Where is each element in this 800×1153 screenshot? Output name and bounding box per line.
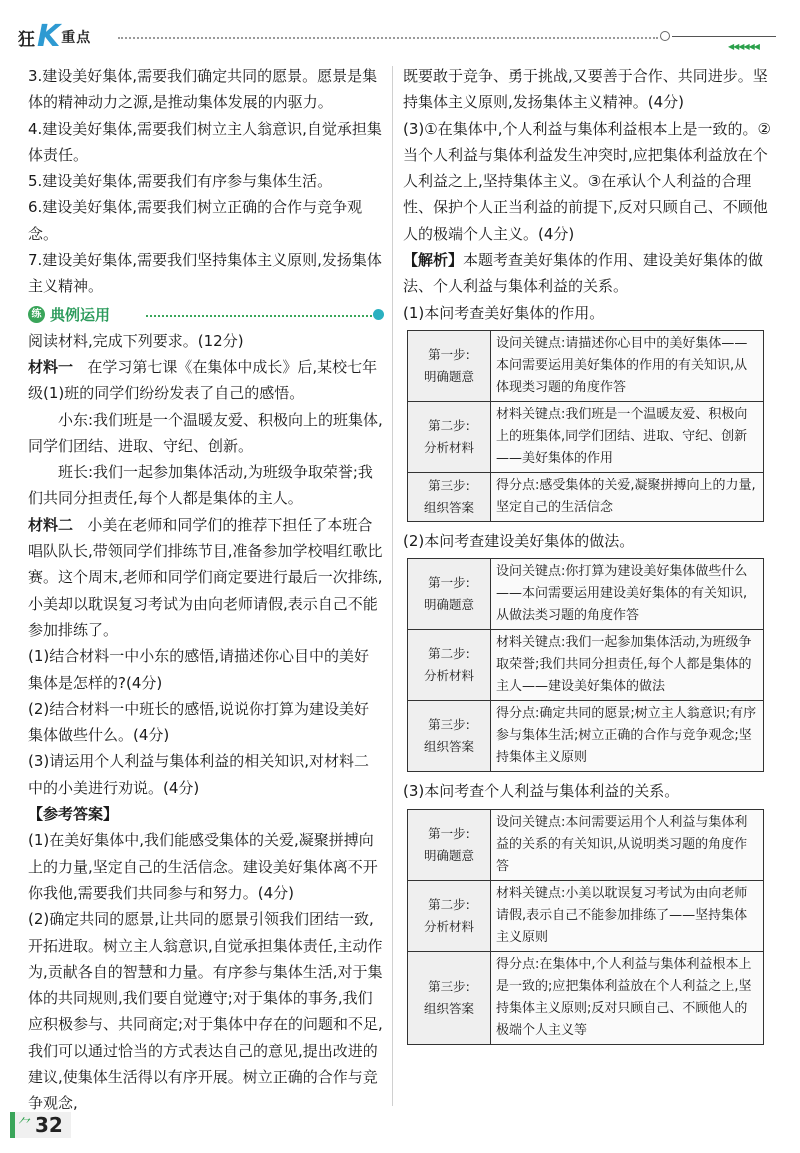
step-sub: 明确题意 [423, 847, 474, 863]
step-name: 第二步: [428, 646, 470, 662]
answer-label: 【参考答案】 [28, 805, 119, 824]
step-content: 材料关键点:我们班是一个温暖友爱、积极向上的班集体,同学们团结、进取、守纪、创新——美好集体的作用 [491, 401, 764, 472]
section-2-title: (2)本问考查建设美好集体的做法。 [403, 531, 635, 550]
section-end-dot-icon [373, 309, 384, 320]
analysis-text: 本题考查美好集体的作用、建设美好集体的做法、个人利益与集体利益的关系。 [403, 251, 764, 296]
step-sub: 组织答案 [423, 499, 474, 515]
point-3: 3.建设美好集体,需要我们确定共同的愿景。愿景是集体的精神动力之源,是推动集体发展的内驱力。 [28, 67, 378, 112]
steps-table-2 [407, 558, 764, 772]
right-column [403, 63, 775, 1051]
section-3-title: (3)本问考查个人利益与集体利益的关系。 [403, 782, 680, 801]
table-row [408, 401, 764, 472]
header-dotted-rule [118, 37, 658, 39]
step-content: 设问关键点:本问需要运用个人利益与集体利益的关系的有关知识,从说明类习题的角度作答 [491, 809, 764, 880]
step-sub: 分析材料 [423, 668, 474, 684]
table-row [408, 630, 764, 701]
table-row [408, 951, 764, 1044]
answer-1: (1)在美好集体中,我们能感受集体的关爱,凝聚拼搏向上的力量,坚定自己的生活信念。建设美好集体离不开你我他,需要我们共同参与和努力。(4分) [28, 831, 378, 902]
page-number: 32 [35, 1113, 63, 1137]
step-sub: 组织答案 [423, 739, 474, 755]
step-label [408, 330, 491, 401]
step-sub: 明确题意 [423, 597, 474, 613]
step-label [408, 559, 491, 630]
header-rule [672, 36, 776, 37]
answer-3: (3)①在集体中,个人利益与集体利益根本上是一致的。②当个人利益与集体利益发生冲突时,应把集体利益放在个人利益之上,坚持集体主义。③在承认个人利益的合理性、保护个人正当利益的前提下,反对只顾自己、不顾他人的极端个人主义。(4分) [403, 119, 771, 243]
material-1-text: 在学习第七课《在集体中成长》后,某校七年级(1)班的同学们纷纷发表了自己的感悟。 [28, 357, 378, 403]
header-ring-icon [660, 31, 670, 41]
step-sub: 明确题意 [423, 368, 474, 384]
question-2: (2)结合材料一中班长的感悟,说说你打算为建设美好集体做些什么。(4分) [28, 699, 370, 745]
section-dotted-line [146, 315, 372, 317]
analysis [403, 247, 775, 300]
step-label [408, 809, 491, 880]
material-2 [28, 512, 384, 643]
logo-text-2: 重点 [61, 30, 92, 46]
step-name: 第二步: [428, 417, 470, 433]
point-5: 5.建设美好集体,需要我们有序参与集体生活。 [28, 172, 333, 191]
column-divider [392, 66, 393, 1106]
step-content: 设问关键点:请描述你心目中的美好集体——本问需要运用美好集体的作用的有关知识,从体现类习题的角度作答 [491, 330, 764, 401]
answer-2-continued: 既要敢于竞争、勇于挑战,又要善于合作、共同进步。坚持集体主义原则,发扬集体主义精神。(4分) [403, 67, 768, 112]
brand-logo [18, 19, 92, 54]
step-label [408, 401, 491, 472]
step-name: 第三步: [428, 477, 470, 493]
answer-2: (2)确定共同的愿景,让共同的愿景引领我们团结一致,开拓进取。树立主人翁意识,自觉承担集体责任,主动作为,贡献各自的智慧和力量。有序参与集体生活,对于集体的共同规则,我们要自觉遵守;对于集体的事务,我们应积极参与、共同商定;对于集体中存在的问题和不足,我们可以通过恰当的方式表达自己的意见,提出改进的建议,使集体生活得以有序开展。树立正确的合作与竞争观念, [28, 910, 383, 1113]
point-6: 6.建设美好集体,需要我们树立正确的合作与竞争观念。 [28, 198, 363, 243]
page-header [0, 0, 800, 58]
question-1: (1)结合材料一中小东的感悟,请描述你心目中的美好集体是怎样的?(4分) [28, 647, 370, 692]
step-content: 材料关键点:小美以耽误复习考试为由向老师请假,表示自己不能参加排练了——坚持集体主义原则 [491, 880, 764, 951]
step-label [408, 880, 491, 951]
step-sub: 分析材料 [423, 439, 474, 455]
leaf-icon: ⺈ [18, 1117, 32, 1133]
material-1 [28, 354, 384, 407]
step-name: 第三步: [428, 717, 470, 733]
material-2-label: 材料二 [28, 515, 74, 534]
page-number-badge [10, 1112, 71, 1138]
section-1-title: (1)本问考查美好集体的作用。 [403, 303, 605, 322]
table-row [408, 330, 764, 401]
table-row [408, 809, 764, 880]
table-row [408, 472, 764, 521]
step-sub: 分析材料 [423, 918, 474, 934]
steps-table-3 [407, 809, 764, 1045]
logo-k: K [37, 19, 61, 54]
step-label [408, 701, 491, 772]
header-arrows-icon: ◀◀◀◀◀◀ [728, 42, 759, 51]
section-title: 典例运用 [50, 305, 111, 324]
material-2-text: 小美在老师和同学们的推荐下担任了本班合唱队队长,带领同学们排练节目,准备参加学校唱红歌比赛。这个周末,老师和同学们商定要进行最后一次排练,小美却以耽误复习考试为由向老师请假,表示自己不能参加排练了。 [28, 515, 383, 639]
logo-text-1: 狂 [18, 29, 36, 50]
table-row [408, 701, 764, 772]
left-column [28, 63, 384, 1117]
step-content: 设问关键点:你打算为建设美好集体做些什么——本问需要运用建设美好集体的有关知识,从做法类习题的角度作答 [491, 559, 764, 630]
practice-icon: 练 [28, 306, 45, 323]
material-1-xiaodong: 小东:我们班是一个温暖友爱、积极向上的班集体,同学们团结、进取、守纪、创新。 [28, 410, 383, 455]
material-1-label: 材料一 [28, 357, 74, 376]
analysis-label: 【解析】 [403, 251, 464, 270]
step-label [408, 630, 491, 701]
table-row [408, 559, 764, 630]
section-bar [28, 303, 384, 327]
step-content: 得分点:感受集体的关爱,凝聚拼搏向上的力量,坚定自己的生活信念 [491, 472, 764, 521]
question-3: (3)请运用个人利益与集体利益的相关知识,对材料二中的小美进行劝说。(4分) [28, 752, 370, 797]
question-intro: 阅读材料,完成下列要求。(12分) [28, 331, 244, 350]
step-sub: 组织答案 [423, 1000, 474, 1016]
step-name: 第一步: [428, 825, 470, 841]
step-content: 材料关键点:我们一起参加集体活动,为班级争取荣誉;我们共同分担责任,每个人都是集体的主人——建设美好集体的做法 [491, 630, 764, 701]
point-4: 4.建设美好集体,需要我们树立主人翁意识,自觉承担集体责任。 [28, 119, 382, 164]
step-label [408, 951, 491, 1044]
steps-table-1 [407, 330, 764, 522]
point-7: 7.建设美好集体,需要我们坚持集体主义原则,发扬集体主义精神。 [28, 251, 382, 296]
step-name: 第一步: [428, 575, 470, 591]
material-1-monitor: 班长:我们一起参加集体活动,为班级争取荣誉;我们共同分担责任,每个人都是集体的主人。 [28, 463, 373, 508]
step-name: 第二步: [428, 896, 470, 912]
step-content: 得分点:确定共同的愿景;树立主人翁意识;有序参与集体生活;树立正确的合作与竞争观念;坚持集体主义原则 [491, 701, 764, 772]
table-row [408, 880, 764, 951]
step-content: 得分点:在集体中,个人利益与集体利益根本上是一致的;应把集体利益放在个人利益之上,坚持集体主义原则;反对只顾自己、不顾他人的极端个人主义等 [491, 951, 764, 1044]
step-label [408, 472, 491, 521]
step-name: 第三步: [428, 978, 470, 994]
step-name: 第一步: [428, 346, 470, 362]
